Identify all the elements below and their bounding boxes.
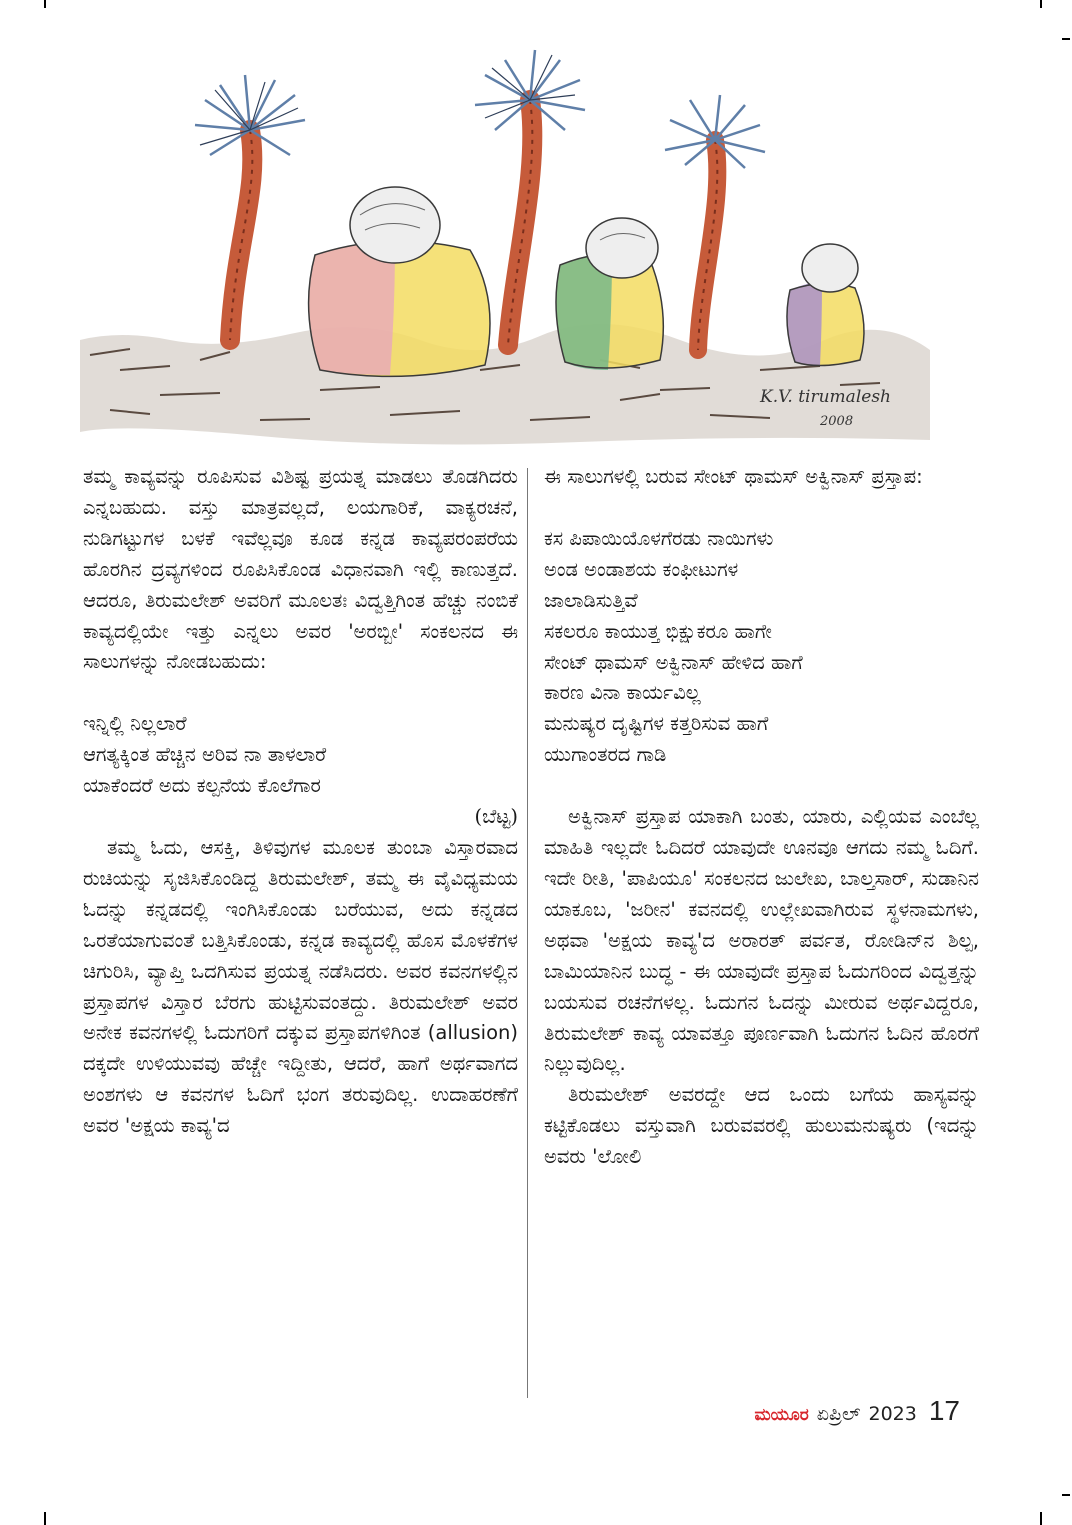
body-paragraph: ಅಕ್ವಿನಾಸ್ ಪ್ರಸ್ತಾಪ ಯಾಕಾಗಿ ಬಂತು, ಯಾರು, ಎಲ್ಲಿಯವ ಎಂಬೆಲ್ಲ ಮಾಹಿತಿ ಇಲ್ಲದೇ ಓದಿದರೆ ಯಾವುದೇ ಊನವೂ ಆಗದು ನಮ್ಮ ಓದಿಗೆ. ಇದೇ ರೀತಿ, 'ಪಾಪಿಯೂ' ಸಂಕಲನದ ಜುಲೇಖ, ಬಾಲ್ತಸಾರ್, ಸುಡಾನಿನ ಯಾಕೂಬ, 'ಜರೀನ' ಕವನದಲ್ಲಿ ಉಲ್ಲೇಖವಾಗಿರುವ ಸ್ಥಳನಾಮಗಳು, ಅಥವಾ 'ಅಕ್ಷಯ ಕಾವ್ಯ'ದ ಅರಾರತ್ ಪರ್ವತ, ರೋಡಿನ್‌ನ ಶಿಲ್ಪ, ಬಾಮಿಯಾನಿನ ಬುದ್ಧ - ಈ ಯಾವುದೇ ಪ್ರಸ್ತಾಪ ಓದುಗರಿಂದ ವಿದ್ವತ್ತನ್ನು ಬಯಸುವ ರಚನೆಗಳಲ್ಲ. ಓದುಗನ ಓದನ್ನು ಮೀರುವ ಅರ್ಥವಿದ್ದರೂ, ತಿರುಮಲೇಶ್ ಕಾವ್ಯ ಯಾವತ್ತೂ ಪೂರ್ಣವಾಗಿ ಓದುಗನ ಓದಿನ ಹೊರಗೆ ನಿಲ್ಲುವುದಿಲ್ಲ. xyxy=(544,805,979,1076)
crop-mark-top-right xyxy=(1040,0,1042,8)
verse-line: ಕಾರಣ ವಿನಾ ಕಾರ್ಯವಿಲ್ಲ xyxy=(544,681,701,705)
left-column xyxy=(83,462,518,1142)
verse-line: ಅಂಡ ಅಂಡಾಶಯ ಕಂಫೀಟುಗಳ xyxy=(544,557,739,581)
watercolor-illustration xyxy=(60,40,940,460)
column-divider xyxy=(527,468,528,1398)
verse-line: ಮನುಷ್ಯರ ದೃಷ್ಟಿಗಳ ಕತ್ತರಿಸುವ ಹಾಗೆ xyxy=(544,712,769,736)
verse-line: ಕಸ ಪಿಪಾಯಿಯೊಳಗೆರಡು ನಾಯಿಗಳು xyxy=(544,526,774,550)
seated-figure xyxy=(309,187,490,376)
artist-signature: K.V. tirumalesh xyxy=(760,387,891,407)
verse-line: ಸೇಂಟ್ ಥಾಮಸ್ ಅಕ್ವಿನಾಸ್ ಹೇಳಿದ ಹಾಗೆ xyxy=(544,650,803,674)
body-paragraph: ತಮ್ಮ ಕಾವ್ಯವನ್ನು ರೂಪಿಸುವ ವಿಶಿಷ್ಟ ಪ್ರಯತ್ನ ಮಾಡಲು ತೊಡಗಿದರು ಎನ್ನಬಹುದು. ವಸ್ತು ಮಾತ್ರವಲ್ಲದೆ, ಲಯಗಾರಿಕೆ, ವಾಕ್ಯರಚನೆ, ನುಡಿಗಟ್ಟುಗಳ ಬಳಕೆ ಇವೆಲ್ಲವೂ ಕೂಡ ಕನ್ನಡ ಕಾವ್ಯಪರಂಪರೆಯ ಹೊರಗಿನ ದ್ರವ್ಯಗಳಿಂದ ರೂಪಿಸಿಕೊಂಡ ವಿಧಾನವಾಗಿ ಇಲ್ಲಿ ಕಾಣುತ್ತದೆ. ಆದರೂ, ತಿರುಮಲೇಶ್ ಅವರಿಗೆ ಮೂಲತಃ ವಿದ್ವತ್ತಿಗಿಂತ ಹೆಚ್ಚು ನಂಬಿಕೆ ಕಾವ್ಯದಲ್ಲಿಯೇ ಇತ್ತು ಎನ್ನಲು ಅವರ 'ಅರಬ್ಬೀ' ಸಂಕಲನದ ಈ ಸಾಲುಗಳನ್ನು ನೋಡಬಹುದು: xyxy=(83,465,518,674)
verse-line: ಇನ್ನಿಲ್ಲಿ ನಿಲ್ಲಲಾರೆ xyxy=(83,712,187,736)
verse-line: ಸಕಲರೂ ಕಾಯುತ್ತ ಭಿಕ್ಷುಕರೂ ಹಾಗೇ xyxy=(544,619,772,643)
verse-line: ಯುಗಾಂತರದ ಗಾಡಿ xyxy=(544,743,667,767)
crop-mark-right-lower xyxy=(1062,1494,1070,1496)
body-paragraph: ಈ ಸಾಲುಗಳಲ್ಲಿ ಬರುವ ಸೇಂಟ್ ಥಾಮಸ್ ಅಕ್ವಿನಾಸ್ ಪ್ರಸ್ತಾಪ: xyxy=(544,465,923,488)
verse-line: ಯಾಕೆಂದರೆ ಅದು ಕಲ್ಪನೆಯ ಕೊಲೆಗಾರ xyxy=(83,774,321,798)
verse-line: ಆಗತ್ಯಕ್ಕಿಂತ ಹೆಚ್ಚಿನ ಅರಿವ ನಾ ತಾಳಲಾರೆ xyxy=(83,743,327,767)
palm-tree xyxy=(665,95,765,350)
artist-signature-year: 2008 xyxy=(820,414,854,429)
seated-figure xyxy=(787,244,864,366)
verse-source: (ಬೆಟ್ಟ) xyxy=(474,805,518,829)
issue-year: 2023 xyxy=(868,1403,917,1425)
body-paragraph: ತಿರುಮಲೇಶ್ ಅವರದ್ದೇ ಆದ ಒಂದು ಬಗೆಯ ಹಾಸ್ಯವನ್ನು ಕಟ್ಟಿಕೊಡಲು ವಸ್ತುವಾಗಿ ಬರುವವರಲ್ಲಿ ಹುಲುಮನುಷ್ಯರು (ಇದನ್ನು ಅವರು 'ಲೋಲಿ xyxy=(544,1083,979,1169)
crop-mark-right-upper xyxy=(1062,38,1070,40)
crop-mark-bottom-left xyxy=(44,1512,46,1525)
palm-tree xyxy=(195,75,305,340)
seated-figure xyxy=(556,218,663,370)
page-footer xyxy=(755,1395,960,1427)
body-paragraph: ತಮ್ಮ ಓದು, ಆಸಕ್ತಿ, ತಿಳಿವುಗಳ ಮೂಲಕ ತುಂಬಾ ವಿಸ್ತಾರವಾದ ರುಚಿಯನ್ನು ಸೃಜಿಸಿಕೊಂಡಿದ್ದ ತಿರುಮಲೇಶ್, ತಮ್ಮ ಈ ವೈವಿಧ್ಯಮಯ ಓದನ್ನು ಕನ್ನಡದಲ್ಲಿ ಇಂಗಿಸಿಕೊಂಡು ಬರೆಯುವ, ಅದು ಕನ್ನಡದ ಒರತೆಯಾಗುವಂತೆ ಬತ್ತಿಸಿಕೊಂಡು, ಕನ್ನಡ ಕಾವ್ಯದಲ್ಲಿ ಹೊಸ ಮೊಳಕೆಗಳ ಚಿಗುರಿಸಿ, ವ್ಯಾಪ್ತಿ ಒದಗಿಸುವ ಪ್ರಯತ್ನ ನಡೆಸಿದರು. ಅವರ ಕವನಗಳಲ್ಲಿನ ಪ್ರಸ್ತಾಪಗಳ ವಿಸ್ತಾರ ಬೆರಗು ಹುಟ್ಟಿಸುವಂತದ್ದು. ತಿರುಮಲೇಶ್ ಅವರ ಅನೇಕ ಕವನಗಳಲ್ಲಿ ಓದುಗರಿಗೆ ದಕ್ಕುವ ಪ್ರಸ್ತಾಪಗಳಿಗಿಂತ (allusion) ದಕ್ಕದೇ ಉಳಿಯುವವು ಹೆಚ್ಚೇ ಇದ್ದೀತು, ಆದರೆ, ಹಾಗೆ ಅರ್ಥವಾಗದ ಅಂಶಗಳು ಆ ಕವನಗಳ ಓದಿಗೆ ಭಂಗ ತರುವುದಿಲ್ಲ. ಉದಾಹರಣೆಗೆ ಅವರ 'ಅಕ್ಷಯ ಕಾವ್ಯ'ದ xyxy=(83,835,518,1138)
verse-line: ಜಾಲಾಡಿಸುತ್ತಿವೆ xyxy=(544,588,638,612)
right-column xyxy=(544,462,979,1173)
page-number: 17 xyxy=(928,1395,960,1426)
issue-month: ಏಪ್ರಿಲ್ xyxy=(816,1403,861,1425)
crop-mark-bottom-right xyxy=(1040,1512,1042,1525)
crop-mark-top-left xyxy=(44,0,46,8)
magazine-logo: ಮಯೂರ xyxy=(754,1405,809,1425)
